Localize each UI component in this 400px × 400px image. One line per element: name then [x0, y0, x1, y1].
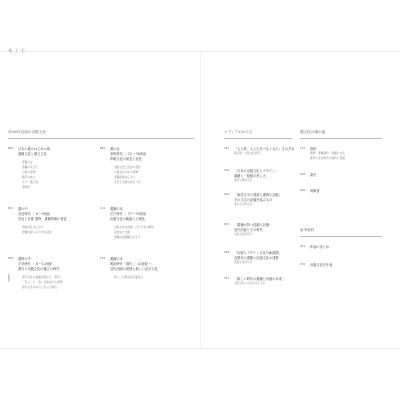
entry-sub-item: 「写し」と「書」が結ばれた書物: [22, 280, 63, 284]
entry-subtitle: 奈良時代 ｜ 6 ─ 9世紀: [18, 212, 51, 216]
entry-sub-item: 関連・書籍資料・書籍と文化: [310, 151, 345, 155]
entry-sub-item: 出版文化の成熟、江戸文化の輝き: [114, 225, 155, 229]
entry-author: 書籍文化研究会: [234, 261, 253, 264]
entry-page-number: 169: [224, 192, 230, 196]
entry-title: 執筆者: [310, 189, 320, 193]
page-folio: table: [7, 274, 11, 282]
section-label-1: 1500年以前の出版文化: [8, 130, 46, 134]
entry-page-number: 005: [8, 146, 14, 150]
toc-entry[interactable]: [300, 172, 382, 178]
entry-subtitle: 室町時代 ｜ 12 ─ 16世紀: [110, 152, 147, 156]
entry-title: 書物の中: [18, 257, 31, 261]
entry-sub-item: 書籍流通の広がり: [114, 175, 136, 179]
entry-sub-item: 漢字の成立: [22, 175, 36, 179]
section-rule-1: [8, 138, 194, 139]
entry-page-number: 159: [224, 168, 230, 172]
toc-entry[interactable]: [224, 192, 296, 210]
entry-author: 出版文化の未来を考える会: [234, 282, 266, 285]
entry-page-number: 083: [100, 146, 106, 150]
entry-sub-item: 書写文化の中心となった時代: [22, 285, 57, 289]
toc-entry[interactable]: [8, 256, 98, 296]
entry-page-number: 111: [100, 206, 106, 210]
entry-subtitle-2: 奈良と京都 書物、書籍印刷の普及: [18, 217, 67, 221]
toc-entry[interactable]: [224, 276, 296, 290]
entry-title: 書籍の本: [110, 257, 123, 261]
entry-sub-item: カナ・漢字表: [22, 180, 39, 184]
entry-title: 書籍の本: [110, 207, 123, 211]
entry-author: 出版文化研究所: [234, 233, 253, 236]
section-rule-2: [224, 138, 292, 139]
entry-subtitle: その文字の記録を結ぶもの: [234, 198, 273, 202]
section-rule-4: [300, 236, 382, 237]
entry-subtitle-2: 印刷文化の成長と変化: [110, 157, 142, 161]
book-gutter: [200, 52, 201, 348]
toc-entry[interactable]: [300, 188, 382, 194]
entry-subtitle: 近現代の書籍と出版文化の連携: [234, 256, 279, 260]
entry-title: 「東洋文字の発達と書物の活版」: [234, 193, 282, 197]
toc-entry[interactable]: [300, 262, 382, 268]
entry-sub-item: 著作と文化研究の資料と書籍: [310, 156, 345, 160]
toc-entry[interactable]: [100, 206, 194, 246]
entry-page-number: 189: [224, 250, 230, 254]
entry-page-number: 197: [224, 276, 230, 280]
entry-sub-item: 書籍とは: [22, 160, 33, 164]
entry-sub-item: 書籍の流通網の広がり: [114, 235, 141, 239]
toc-entry[interactable]: [224, 250, 296, 268]
entry-subtitle-2: 書写と出版文化の確立の時代: [18, 267, 60, 271]
entry-sub-item: 書写文化の基盤を固めた「書写」: [22, 275, 63, 279]
entry-title: 年表のまとめ: [310, 245, 330, 249]
entry-page-number: 059: [8, 256, 14, 260]
entry-sub-item: 書籍の文字と: [22, 165, 39, 169]
page-heading: もくじ: [8, 49, 28, 54]
entry-sub-item: 古典の書物: [22, 170, 36, 174]
toc-entry[interactable]: [100, 256, 194, 296]
entry-title: 「出版とデザイン文化の新展開」: [234, 251, 282, 255]
entry-page-number: 218: [300, 172, 306, 176]
entry-sub-item: 印刷文化の広がり: [22, 225, 44, 229]
entry-subtitle: 平安時代 ｜ 8 ─ 12世紀: [18, 262, 53, 266]
entry-subtitle: 書籍文化と漢文文化: [18, 152, 47, 156]
entry-subtitle-2: 出版文化の隆盛と大衆化: [110, 217, 146, 221]
entry-title: 索引: [310, 173, 317, 177]
entry-title: 「人と紙、人と人をつなぐもの」それぞれ: [234, 147, 295, 151]
entry-author: 渡辺修・出版文化研究: [234, 152, 260, 155]
section-label-3: 漢文化の漢の風: [300, 130, 326, 134]
entry-sub-item: 新しい出版文化の始まり: [114, 275, 144, 279]
entry-page-number: 147: [224, 146, 230, 150]
entry-title: 「新しい時代の書籍と出版の未来」: [234, 277, 285, 281]
entry-title: 資料: [310, 147, 317, 151]
entry-sub-item: 出版文化と社会の変化: [114, 165, 141, 169]
entry-sub-item: 文化と出版の結びつき: [114, 180, 141, 184]
toc-entry[interactable]: [100, 146, 194, 196]
entry-subtitle: 明治時代・現代 ｜ 20世紀 ─: [110, 262, 151, 266]
entry-title: 「書籍が持つ役割と記憶」: [234, 223, 273, 227]
entry-sub-item: 浮世絵と出版: [114, 230, 131, 234]
entry-title: 書の本: [110, 147, 120, 151]
entry-page-number: 226: [300, 188, 306, 192]
entry-sub-item: 書籍出版への大きな役目: [22, 230, 52, 234]
entry-subtitle: 近代出版とその時代: [234, 228, 263, 232]
toc-entry[interactable]: [224, 222, 296, 240]
entry-subtitle-2: 近代出版の発展と新しい活字文化: [110, 267, 158, 271]
entry-page-number: 111: [300, 146, 306, 150]
entry-page-number: 181: [224, 222, 230, 226]
entry-page-number: 143: [100, 256, 106, 260]
entry-author: 東洋文字研究会: [234, 203, 253, 206]
toc-entry[interactable]: [300, 244, 382, 250]
entry-page-number: 031: [8, 206, 14, 210]
section-rule-3: [300, 138, 382, 139]
entry-page-number: 232: [300, 262, 306, 266]
entry-sub-item: 大衆文化の中の書物: [114, 170, 139, 174]
entry-page-number: 231: [300, 244, 306, 248]
entry-title: 「日本の出版文化とデザイン」: [234, 169, 279, 173]
entry-subtitle: 江戸時代 ｜ 17 ─ 19世紀: [110, 212, 147, 216]
section-label-2: メディアのかたち: [224, 130, 253, 134]
entry-title: 日本の書のはじめの頃: [18, 147, 50, 151]
section-label-4: 参考資料: [300, 228, 315, 232]
entry-author: 関東出版研究会: [234, 179, 253, 182]
entry-title: 書の中: [18, 207, 28, 211]
toc-entry[interactable]: [300, 146, 382, 164]
entry-subtitle: 書籍と「組版の美しさ」: [234, 174, 270, 178]
entry-sub-item: 書物学: [22, 185, 31, 189]
toc-entry[interactable]: [8, 206, 98, 246]
toc-entry[interactable]: [224, 168, 296, 186]
entry-title: 出版文化史年表: [310, 263, 333, 267]
toc-entry[interactable]: [224, 146, 296, 160]
